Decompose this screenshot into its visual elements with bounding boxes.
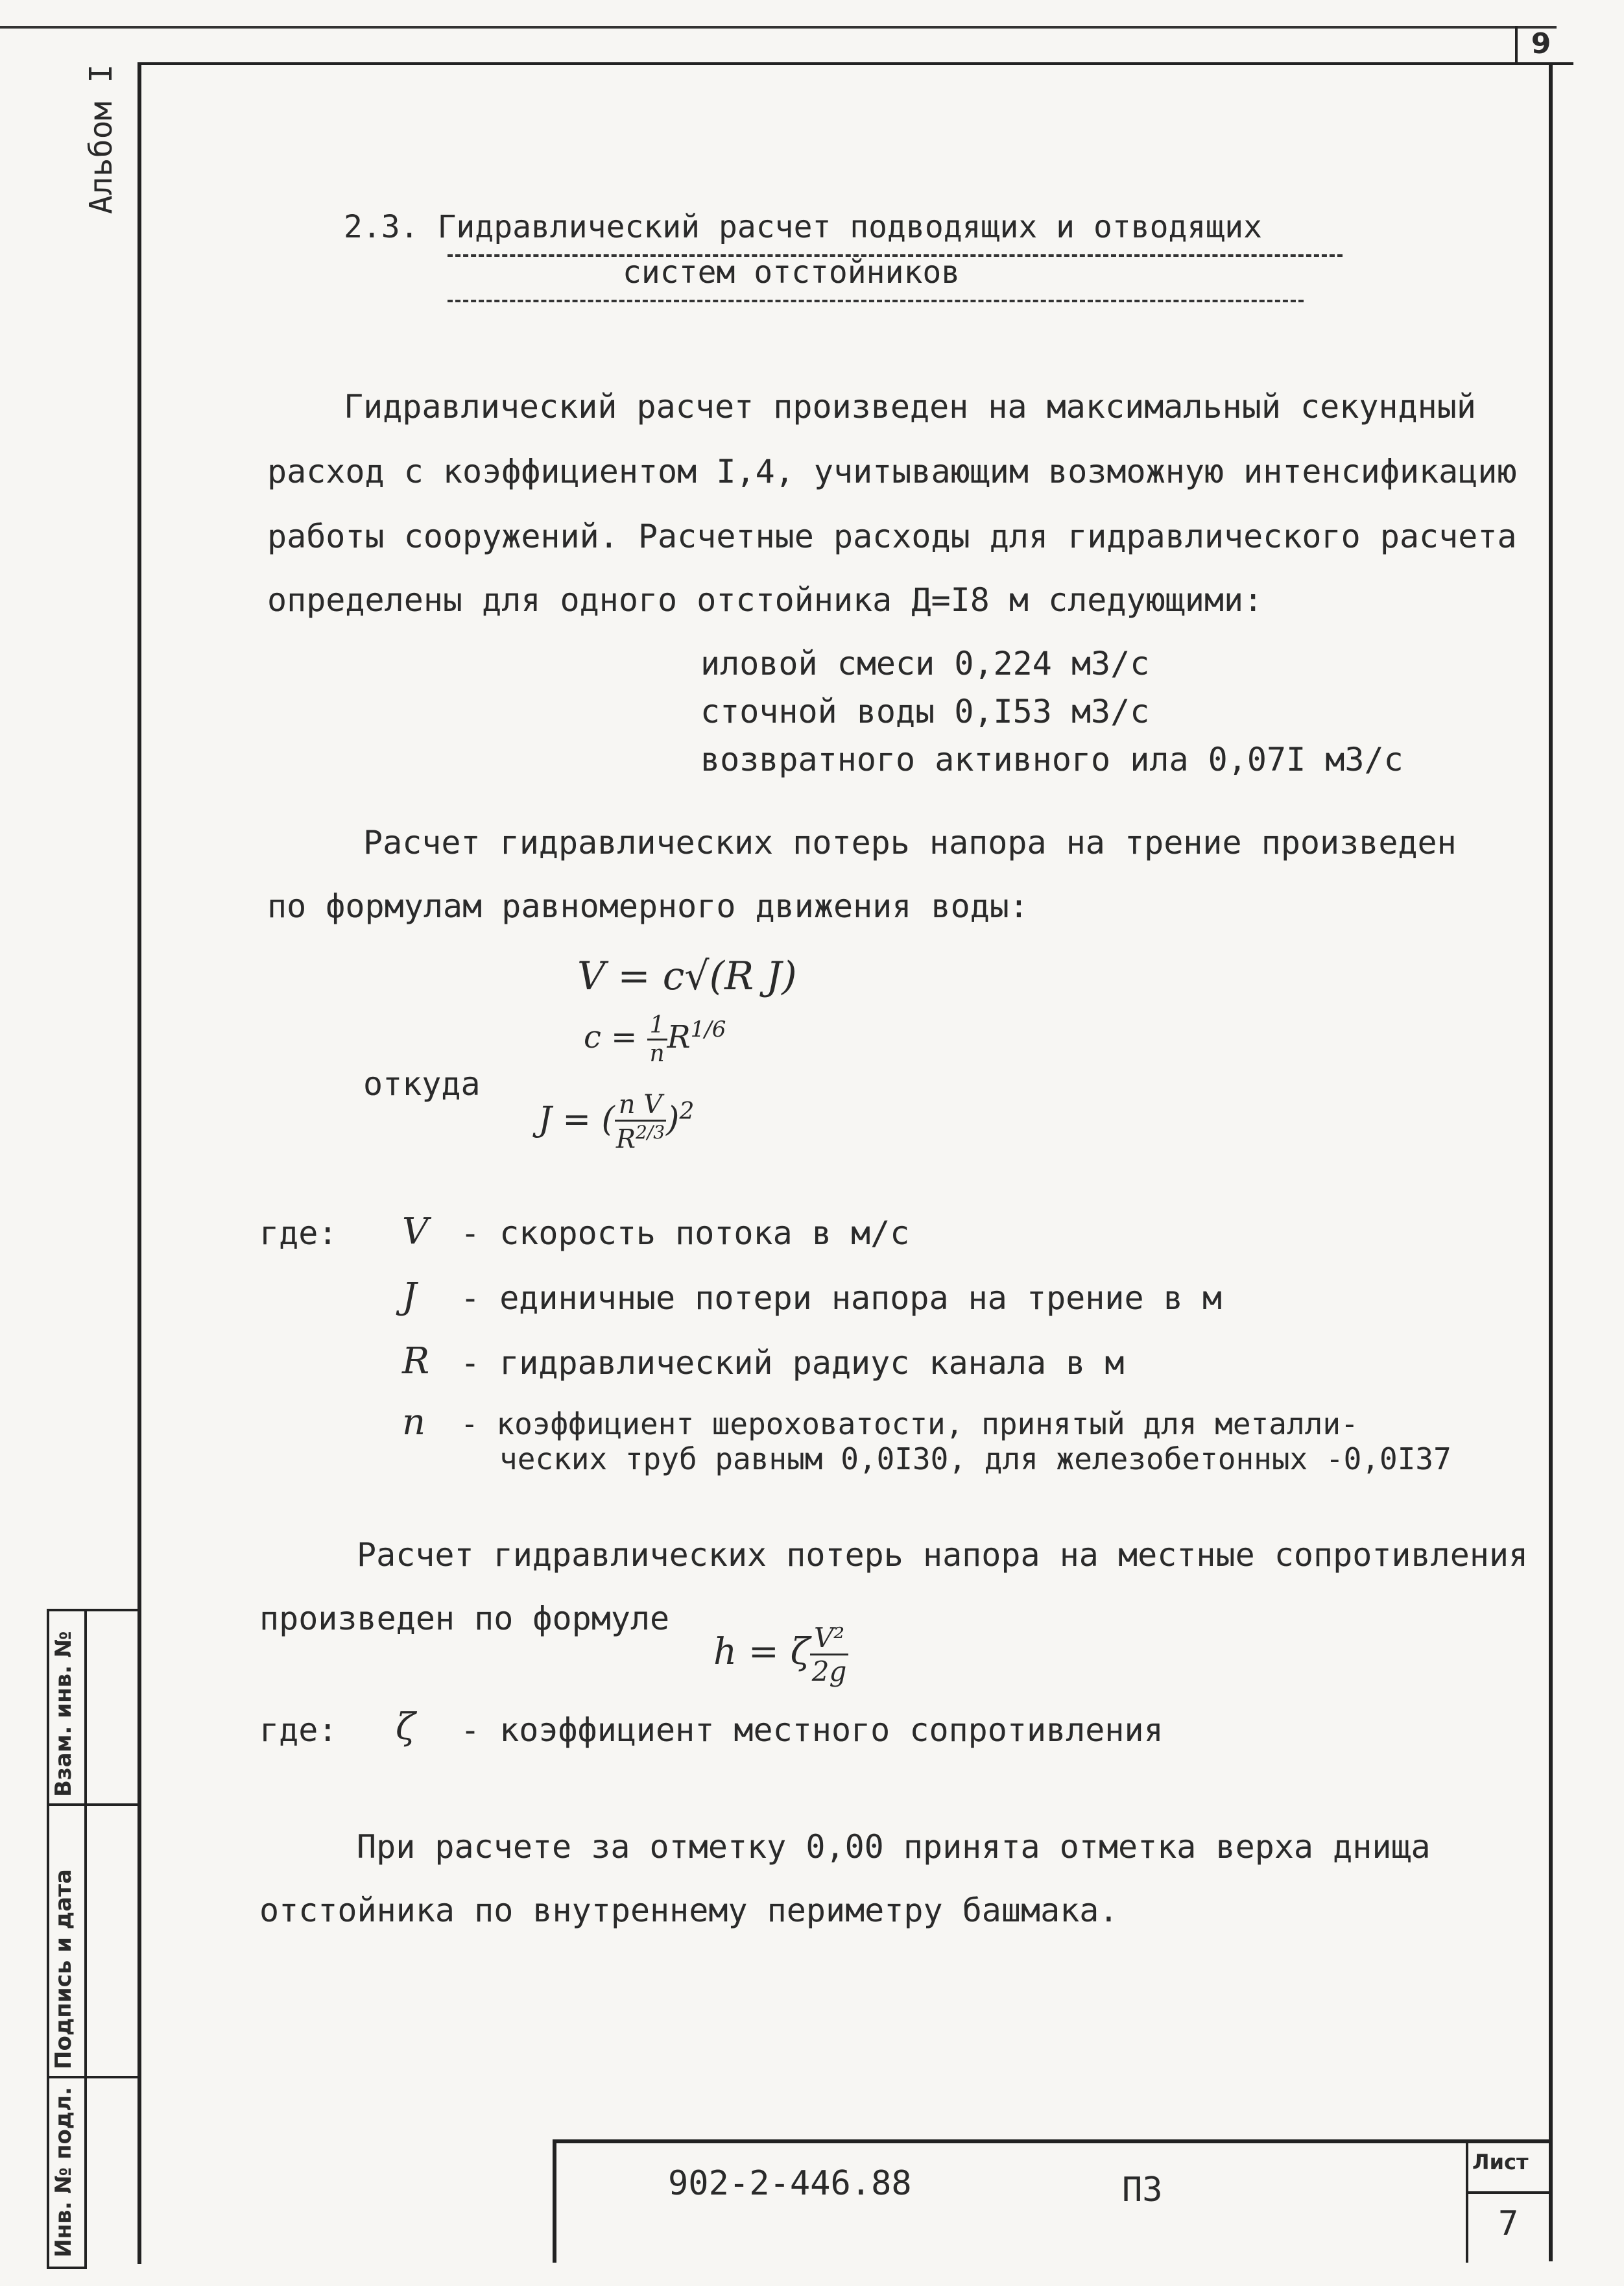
friction-line: по формулам равномерного движения воды: xyxy=(267,887,1029,925)
section-heading-line1: 2.3. Гидравлический расчет подводящих и отводящих xyxy=(344,209,1263,245)
flow-item: сточной воды 0,I53 м3/с xyxy=(700,693,1150,730)
formula-slope-exp: 2 xyxy=(679,1098,695,1125)
formula-chezy xyxy=(584,1012,726,1067)
formula-velocity: V = c√(R J) xyxy=(577,954,797,999)
friction-line: Расчет гидравлических потерь напора на трение произведен xyxy=(363,824,1457,861)
formula-local-fraction xyxy=(810,1622,848,1687)
formula-slope-den-exp: 2/3 xyxy=(635,1122,665,1143)
local-line: Расчет гидравлических потерь напора на местные сопротивления xyxy=(357,1536,1529,1574)
formula-local xyxy=(713,1622,848,1687)
legend-text: - гидравлический радиус канала в м xyxy=(460,1344,1125,1382)
intro-line: Гидравлический расчет произведен на максимальный секундный xyxy=(344,388,1476,426)
formula-chezy-lhs: c = xyxy=(584,1019,647,1055)
title-block-border xyxy=(553,2139,1549,2143)
legend-symbol: n xyxy=(402,1401,426,1443)
where-label: где: xyxy=(259,1214,338,1252)
formula-chezy-rhs: R xyxy=(667,1019,691,1055)
section-code: ПЗ xyxy=(1122,2171,1163,2209)
formula-chezy-fraction xyxy=(647,1012,667,1067)
formula-chezy-num: 1 xyxy=(647,1012,667,1041)
sheet-number: 7 xyxy=(1498,2204,1519,2243)
title-block-border xyxy=(553,2139,556,2263)
whence-label: откуда xyxy=(363,1065,481,1103)
album-label: Альбом I xyxy=(83,64,119,214)
intro-line: определены для одного отстойника Д=I8 м следующими: xyxy=(267,581,1263,619)
where-label: где: xyxy=(259,1711,338,1749)
intro-line: расход с коэффициентом I,4, учитывающим возможную интенсификацию xyxy=(267,453,1517,490)
top-border-line xyxy=(0,26,1557,29)
legend-text: - коэффициент шероховатости, принятый для металли- xyxy=(460,1406,1359,1441)
legend-symbol: ζ xyxy=(396,1706,416,1748)
stamp-divider xyxy=(47,1803,137,1806)
legend-text: - скорость потока в м/с xyxy=(460,1214,910,1252)
heading-underline xyxy=(448,300,1304,302)
flow-item: возвратного активного ила 0,07I м3/с xyxy=(700,741,1403,778)
title-block-divider xyxy=(1466,2139,1468,2263)
stamp-column-blank xyxy=(82,1609,137,2267)
page-frame-right xyxy=(1549,62,1553,2261)
legend-text-cont: ческих труб равным 0,0I30, для железобетонных -0,0I37 xyxy=(499,1441,1451,1476)
legend-text: - единичные потери напора на трение в м xyxy=(460,1279,1222,1317)
formula-slope-den-wrap xyxy=(615,1122,666,1154)
legend-symbol: J xyxy=(402,1275,417,1317)
formula-chezy-exp: 1/6 xyxy=(690,1017,726,1042)
stamp-sign-date: Подпись и дата xyxy=(51,1869,77,2069)
legend-symbol: R xyxy=(402,1340,430,1382)
title-block-divider xyxy=(1466,2191,1549,2194)
section-heading-line2: систем отстойников xyxy=(623,254,961,291)
document-code: 902-2-446.88 xyxy=(668,2164,912,2203)
formula-local-num: V² xyxy=(810,1622,848,1655)
formula-slope xyxy=(538,1090,694,1154)
sheet-label: Лист xyxy=(1472,2150,1529,2174)
formula-slope-fraction xyxy=(615,1090,666,1154)
formula-slope-num: n V xyxy=(615,1090,666,1122)
formula-slope-den: R xyxy=(615,1124,636,1155)
formula-local-den: 2g xyxy=(811,1655,847,1687)
local-line: произведен по формуле xyxy=(259,1600,670,1637)
formula-local-lhs: h = ζ xyxy=(713,1631,810,1673)
formula-chezy-den: n xyxy=(649,1041,665,1067)
mark-line: отстойника по внутреннему периметру башмака. xyxy=(259,1892,1119,1929)
legend-symbol: V xyxy=(402,1210,429,1253)
stamp-divider xyxy=(47,2076,137,2078)
stamp-replace-inv: Взам. инв. № xyxy=(51,1631,77,1797)
mark-line: При расчете за отметку 0,00 принята отметка верха днища xyxy=(357,1828,1431,1866)
stamp-inv-no: Инв. № подл. xyxy=(51,2086,77,2257)
flow-item: иловой смеси 0,224 м3/с xyxy=(700,645,1150,682)
page-number: 9 xyxy=(1531,27,1551,60)
formula-slope-rhs: ) xyxy=(666,1100,680,1140)
intro-line: работы сооружений. Расчетные расходы для гидравлического расчета xyxy=(267,518,1517,555)
formula-slope-lhs: J = ( xyxy=(538,1100,615,1140)
legend-text: - коэффициент местного сопротивления xyxy=(460,1711,1164,1749)
